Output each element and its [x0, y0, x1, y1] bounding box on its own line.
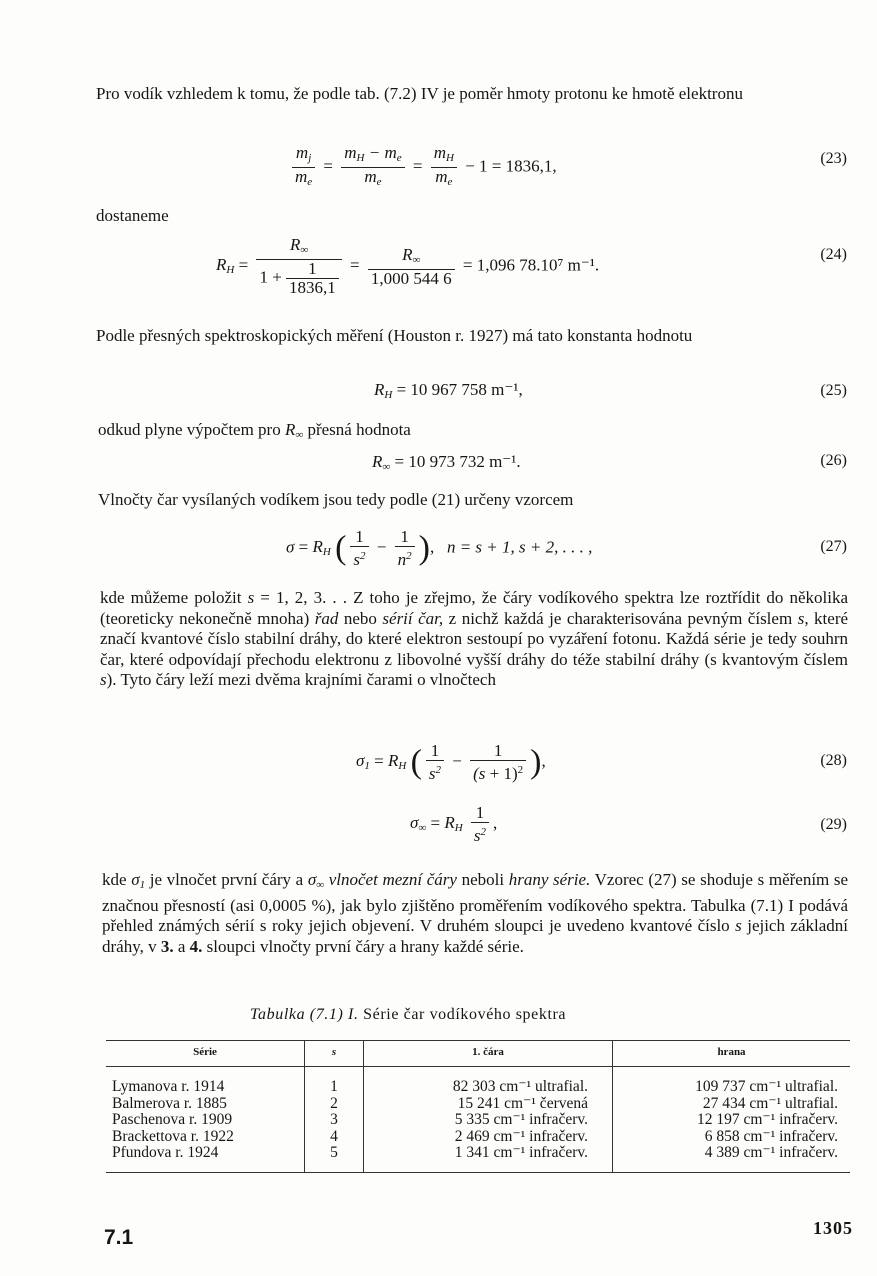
spectra-table [106, 1040, 850, 1173]
edge-value: 6 858 cm⁻¹ infračerv. [704, 1127, 838, 1145]
final-text-d: Vzorec (27) se shoduje s měřením se značnou přesností (asi 0,0005 %), jak bylo zjištěno proměřením vodíkového spektra. Tabulka (7.1) I podává přehled známých sérií s roky jejich objevení. V druhém sloupci je uvedeno kvantové číslo [102, 870, 849, 935]
equation-25: $R_H = 10$ 967 758 m⁻¹, [374, 380, 523, 401]
edge-value: 109 737 cm⁻¹ ultrafial. [695, 1078, 838, 1095]
eq28-number: (28) [820, 752, 847, 769]
final-text-a: kde [102, 870, 127, 889]
paragraph-houston [96, 326, 848, 347]
eq24-result: = 1,096 78.10⁷ m⁻¹. [462, 255, 600, 275]
series-name: Lymanova r. 1914 [112, 1078, 225, 1095]
series-text-e: ). Tyto čáry leží mezi dvěma krajními čarami o vlnočtech [106, 670, 496, 689]
table-caption-label: Tabulka (7.1) I. [250, 1006, 359, 1023]
series-text-d: , které značí kvantové číslo stabilní dráhy, do které elektron sestoupí po vyzáření fotonu. Každá série je tedy souhrn čar, které odpovídají přechodu elektronu z libovolné vyšší dráhy do téže stabilní dráhy (s kvantovým číslem [100, 608, 849, 669]
final-col4: 4. [189, 936, 203, 956]
final-text-c: neboli [461, 870, 505, 889]
quantum-number: 3 [330, 1111, 338, 1128]
eq24-one-plus: 1 + [259, 267, 282, 287]
series-lead: kde můžeme položit [100, 588, 242, 607]
odkud-text-b: přesná hodnota [307, 420, 411, 439]
final-text-g: a [177, 936, 186, 956]
intro-text: Pro vodík vzhledem k tomu, že podle tab. (7.2) IV je poměr hmoty protonu ke hmotě elektronu [96, 84, 743, 103]
edge-value: 12 197 cm⁻¹ infračerv. [697, 1111, 838, 1128]
eq23-result: − 1 = 1836,1, [465, 156, 557, 176]
series-em-serii: sérií čar, [382, 608, 444, 628]
vlnocty-line: Vlnočty čar vysílaných vodíkem jsou tedy podle (21) určeny vzorcem [98, 490, 574, 509]
houston-text: Podle přesných spektroskopických měření (Houston r. 1927) má tato konstanta hodnotu [96, 326, 693, 345]
series-name: Paschenova r. 1909 [112, 1111, 233, 1128]
equation-26: $R_\infty = 10$ 973 732 m⁻¹. [372, 452, 521, 473]
header-serie: Série [106, 1041, 305, 1067]
eq27-tail: n = s + 1, s + 2, . . . , [446, 537, 593, 557]
final-text-i: sloupci vlnočty první čáry a hrany každé série. [206, 936, 524, 956]
series-text-c: z nichž každá je charakterisována pevným číslem [448, 608, 793, 628]
eq24-one: 1 [286, 260, 339, 279]
table-header-row [106, 1041, 850, 1067]
eq23-number: (23) [820, 150, 847, 167]
final-text-e: jejich základní dráhy, v [102, 916, 849, 956]
edge-values [613, 1067, 851, 1173]
final-text-b: je vlnočet první čáry a [149, 870, 304, 889]
equation-29: $\sigma_\infty = R_H$ $\frac{1}{s^2}$ , [410, 803, 498, 845]
first-line-value: 2 469 cm⁻¹ infračerv. [454, 1127, 588, 1145]
header-first-line: 1. čára [364, 1041, 613, 1067]
series-text-b: nebo [343, 608, 377, 628]
header-s: s [305, 1041, 364, 1067]
quantum-number: 2 [330, 1094, 338, 1112]
series-text-a: Z toho je zřejmo, že čáry vodíkového spektra lze roztřídit do několika (teoreticky nekonečně mnoha) [100, 588, 849, 628]
dostaneme-text: dostaneme [96, 206, 169, 225]
table-caption-title: Série čar vodíkového spektra [363, 1006, 567, 1023]
first-line-value: 5 335 cm⁻¹ infračerv. [454, 1111, 588, 1128]
header-edge: hrana [613, 1041, 851, 1067]
equation-27: $\sigma = R_H$ ( $\frac{1}{s^2}$ − $\frac{1}{n^2}$ ), n = s + 1, s + 2, . . . , [286, 527, 593, 569]
table-row [106, 1067, 850, 1173]
paragraph-table-intro: kde $\sigma_1$ je vlnočet první čáry a $\sigma_\infty$ vlnočet mezní čáry neboli hrany série. Vzorec (27) se shoduje s měřením se značnou přesností (asi 0,0005 %), jak bylo zjištěno proměřením vodíkového spektra. Tabulka (7.1) I podává přehled známých sérií s roky jejich objevení. V druhém sloupci je uvedeno kvantové číslo s jejich základní dráhy, v 3. a 4. sloupci vlnočty první čáry a hrany každé série. [102, 870, 849, 956]
first-line-value: 82 303 cm⁻¹ ultrafial. [452, 1078, 588, 1095]
series-name: Pfundova r. 1924 [112, 1144, 219, 1161]
eq25-value: = 10 967 758 m⁻¹, [396, 380, 523, 399]
section-number: 7.1 [104, 1226, 134, 1249]
equation-28: $\sigma_1 = R_H$ ( $\frac{1}{s^2}$ − $\frac{1}{(s + 1)^2}$ ), [356, 741, 546, 783]
odkud-line: odkud plyne výpočtem pro $R_\infty$ přesná hodnota [98, 420, 411, 441]
quantum-number: 4 [330, 1127, 338, 1145]
final-em-mezni: vlnočet mezní čáry [328, 870, 457, 889]
final-col3: 3. [160, 936, 174, 956]
paragraph-intro [96, 84, 848, 105]
equation-23: $\frac{m_j}{m_e}$ = $\frac{m_H - m_e}{m_e}$ = $\frac{m_H}{m_e}$ − 1 = 1836,1, [288, 144, 557, 191]
page-number: 1305 [813, 1218, 853, 1238]
eq26-number: (26) [820, 452, 847, 469]
first-line-value: 1 341 cm⁻¹ infračerv. [454, 1144, 588, 1161]
first-line-value: 15 241 cm⁻¹ červená [457, 1094, 588, 1112]
equation-24: $R_H$ = $R_\infty$ 1 + $\frac{1}{1836,1}$ = $\frac{R_\infty}{1,000 544 6}$ = 1,096 78.10⁷ m⁻¹. [216, 235, 600, 297]
eq24-den1: 1836,1 [289, 278, 336, 297]
quantum-number: 1 [330, 1078, 338, 1095]
series-name: Balmerova r. 1885 [112, 1094, 227, 1112]
odkud-text-a: odkud plyne výpočtem pro [98, 420, 281, 439]
eq29-number: (29) [820, 816, 847, 833]
eq24-den2: 1,000 544 6 [370, 268, 452, 288]
series-em-rad: řad [314, 608, 339, 628]
eq26-value: = 10 973 732 m⁻¹. [394, 452, 521, 471]
quantum-numbers [305, 1067, 364, 1173]
first-line-values [364, 1067, 613, 1173]
series-name: Brackettova r. 1922 [112, 1127, 234, 1145]
quantum-number: 5 [330, 1144, 338, 1161]
edge-value: 4 389 cm⁻¹ infračerv. [704, 1144, 838, 1161]
final-em-hrany: hrany série. [508, 870, 591, 889]
edge-value: 27 434 cm⁻¹ ultrafial. [702, 1094, 838, 1112]
series-names [106, 1067, 305, 1173]
eq25-number: (25) [820, 382, 847, 399]
eq27-number: (27) [820, 538, 847, 555]
series-values: = 1, 2, 3. . . [260, 588, 347, 607]
paragraph-series: kde můžeme položit s = 1, 2, 3. . . Z toho je zřejmo, že čáry vodíkového spektra lze roztřídit do několika (teoreticky nekonečně mnoha) řad nebo sérií čar, z nichž každá je charakterisována pevným číslem s, které značí kvantové číslo stabilní dráhy, do které elektron sestoupí po vyzáření fotonu. Každá série je tedy souhrn čar, které odpovídají přechodu elektronu z libovolné vyšší dráhy do téže stabilní dráhy (s kvantovým číslem s). Tyto čáry leží mezi dvěma krajními čarami o vlnočtech [100, 588, 849, 689]
table-caption [250, 1006, 566, 1024]
eq24-number: (24) [820, 246, 847, 263]
